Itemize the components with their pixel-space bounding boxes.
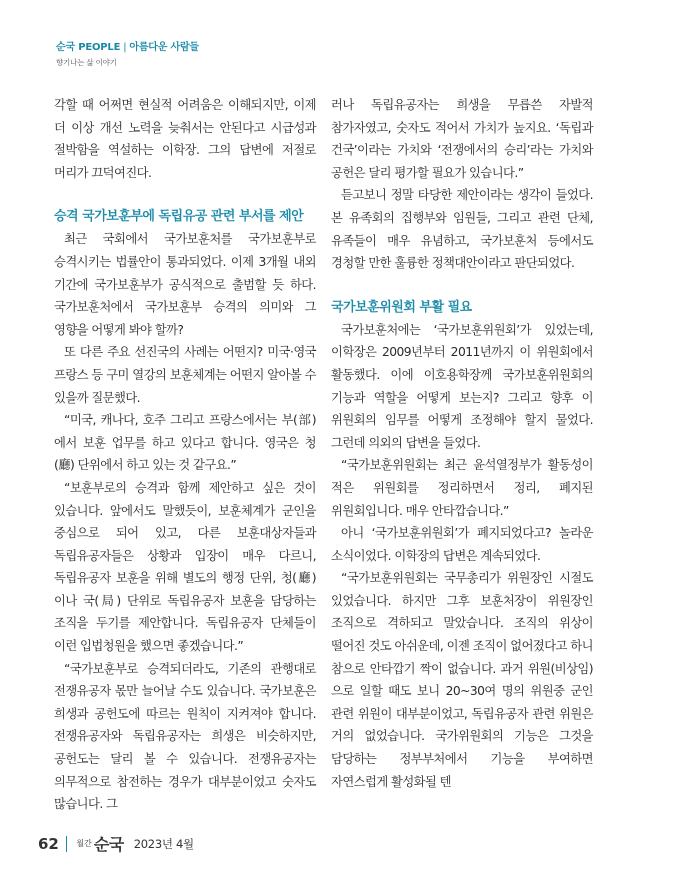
body-paragraph: 러나 독립유공자는 희생을 무릅쓴 자발적 참가자였고, 숫자도 적어서 가치가 높지요. ‘독립과 건국’이라는 가치와 ‘전쟁에서의 승리’라는 가치와 공헌은 달리 평가할 필요가 있습니다.” — [331, 98, 593, 180]
body-paragraph: “미국, 캐나다, 호주 그리고 프랑스에서는 부(部)에서 보훈 업무를 하고 있다고 합니다. 영국은 청(廳) 단위에서 하고 있는 것 같구요.” — [54, 413, 316, 473]
page-number: 62 — [38, 834, 59, 853]
section-spacer — [54, 184, 316, 206]
section-subtitle: 향기나는 삶 이야기 — [56, 58, 117, 67]
section-separator: | — [123, 42, 127, 53]
footer-divider — [66, 836, 68, 852]
subsection-name: 아름다운 사람들 — [129, 42, 199, 53]
body-paragraph: 최근 국회에서 국가보훈처를 국가보훈부로 승격시키는 법률안이 통과되었다. 이제 3개월 내외 기간에 국가보훈부가 공식적으로 출범할 듯 하다. 국가보훈처에서 국가보훈부 승격의 의미와 그 영향을 어떻게 봐야 할까? — [54, 232, 316, 337]
section-heading: 승격 국가보훈부에 독립유공 관련 부서를 제안 — [54, 209, 304, 225]
magazine-prefix: 월간 — [76, 839, 92, 848]
body-paragraph: 국가보훈처에는 ‘국가보훈위원회’가 있었는데, 이학장은 2009년부터 2011년까지 이 위원회에서 활동했다. 이에 이호용학장께 국가보훈위원회의 기능과 역할을 어떻게 보는지? 그리고 향후 이 위원회의 임무를 어떻게 조정해야 할지 물었다. 그런데 의외의 답변을 들었다. — [331, 322, 593, 450]
body-paragraph: 또 다른 주요 선진국의 사례는 어떤지? 미국·영국 프랑스 등 구미 열강의 보훈체계는 어떤지 알아볼 수 있을까 질문했다. — [54, 345, 316, 405]
body-paragraph: “보훈부로의 승격과 함께 제안하고 싶은 것이 있습니다. 앞에서도 말했듯이, 보훈체계가 군인을 중심으로 되어 있고, 다른 보훈대상자들과 독립유공자들은 상황과 입장이 매우 다르니, 독립유공자 보훈을 위해 별도의 행정 단위, 청(廳)이나 국(局) 단위로 독립유공자 보훈을 담당하는 조직을 두기를 제안합니다. 독립유공자 단체들이 이런 입법청원을 했으면 좋겠습니다.” — [54, 480, 316, 654]
magazine-name: 순국 — [93, 835, 124, 854]
section-label — [56, 38, 199, 53]
body-paragraph: “국가보훈위원회는 국무총리가 위원장인 시절도 있었습니다. 하지만 그후 보훈처장이 위원장인 조직으로 격하되고 말았습니다. 조직의 위상이 떨어진 것도 아쉬운데, 이젠 조직이 없어졌다고 하니 참으로 안타깝기 짝이 없습니다. 과거 위원(비상임)으로 일할 때도 보니 20~30여 명의 위원중 군인 관련 위원이 대부분이었고, 독립유공자 관련 위원은 거의 없었습니다. 국가위원회의 기능은 그것을 담당하는 정부부처에서 기능을 부여하면 자연스럽게 활성화될 텐 — [331, 571, 593, 789]
section-name: 순국 PEOPLE — [56, 42, 121, 53]
body-paragraph: 아니 ‘국가보훈위원회’가 폐지되었다고? 놀라운 소식이었다. 이학장의 답변은 계속되었다. — [331, 526, 593, 563]
left-column — [54, 94, 316, 816]
body-paragraph: “국가보훈부로 승격되더라도, 기존의 관행대로 전쟁유공자 몫만 늘어날 수도 있습니다. 국가보훈은 희생과 공헌도에 따르는 원칙이 지켜져야 합니다. 전쟁유공자와 독립유공자는 희생은 비슷하지만, 공헌도는 달리 볼 수 있습니다. 전쟁유공자는 의무적으로 참전하는 경우가 대부분이었고 숫자도 많습니다. 그 — [54, 661, 316, 812]
section-heading: 국가보훈위원회 부활 필요 — [331, 299, 472, 315]
page-header — [56, 38, 199, 68]
page-footer — [38, 832, 194, 855]
body-paragraph: 각할 때 어쩌면 현실적 어려움은 이해되지만, 이제 더 이상 개선 노력을 늦춰서는 안된다고 시급성과 절박함을 역설하는 이학장. 그의 답변에 저절로 머리가 끄덕여진다. — [54, 98, 316, 180]
section-spacer — [331, 275, 593, 297]
body-paragraph: “국가보훈위원회는 최근 윤석열정부가 활동성이 적은 위원회를 정리하면서 정리, 폐지된 위원회입니다. 매우 안타깝습니다.” — [331, 458, 593, 518]
body-paragraph: 듣고보니 정말 타당한 제안이라는 생각이 들었다. 본 유족회의 집행부와 임원들, 그리고 관련 단체, 유족들이 매우 유념하고, 국가보훈처 등에서도 경청할 만한 훌륭한 정책대안이라고 판단되었다. — [331, 188, 593, 271]
issue-date: 2023년 4월 — [133, 836, 194, 851]
right-column — [331, 94, 593, 793]
